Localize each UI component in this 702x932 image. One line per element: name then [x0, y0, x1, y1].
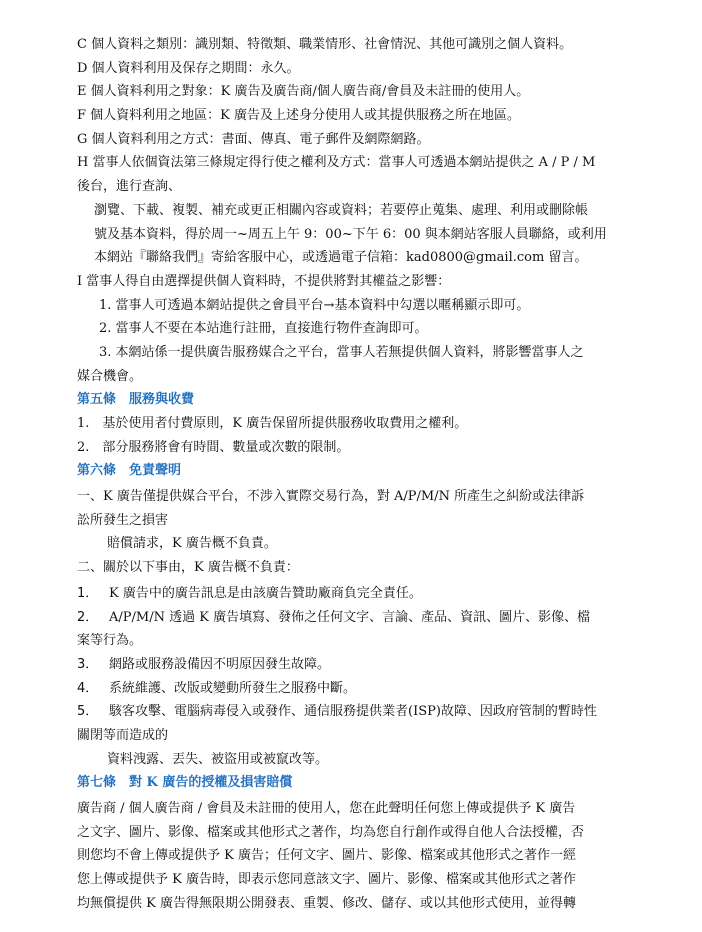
reason-number: 1．: [77, 585, 99, 601]
item-i-3-line1: 3. 本網站係一提供廣告服務媒合之平台，當事人若無提供個人資料，將影響當事人之: [99, 344, 584, 360]
item-e: E 個人資料利用之對象：K 廣告及廣告商/個人廣告商/會員及未註冊的使用人。: [77, 84, 530, 100]
document-page: [77, 33, 647, 915]
section5-item-1: 1. 基於使用者付費原則，K 廣告保留所提供服務收取費用之權利。: [77, 416, 468, 431]
section7-line-3: 則您均不會上傳或提供予 K 廣告；任何文字、圖片、影像、檔案或其他形式之著作一經: [77, 848, 576, 864]
section6-reason-2: [77, 606, 647, 630]
reason-number: 5．: [77, 704, 99, 720]
section6-heading: 第六條 免責聲明: [77, 463, 182, 479]
item-g: G 個人資料利用之方式：書面、傳真、電子郵件及網際網路。: [77, 131, 430, 147]
section6-p1-line2: 訟所發生之損害: [77, 512, 169, 528]
section7-heading: 第七條 對 K 廣告的授權及損害賠償: [77, 775, 293, 791]
item-i-3-line2: 媒合機會。: [77, 368, 143, 384]
section7-line-1: 廣告商 / 個人廣告商 / 會員及未註冊的使用人，您在此聲明任何您上傳或提供予 K 廣告: [77, 801, 576, 816]
section6-p1-line1: 一、K 廣告僅提供媒合平台，不涉入實際交易行為，對 A/P/M/N 所產生之糾紛或法律訴: [77, 489, 585, 505]
reason-text: K 廣告中的廣告訊息是由該廣告贊助廠商負完全責任。: [109, 585, 422, 601]
reason-text: 網路或服務設備因不明原因發生故障。: [109, 656, 331, 672]
section7-line-4: 您上傳或提供予 K 廣告時，即表示您同意該文字、圖片、影像、檔案或其他形式之著作: [77, 872, 576, 888]
item-h-line3: 瀏覽、下載、複製、補充或更正相關內容或資料；若要停止蒐集、處理、利用或刪除帳: [94, 202, 589, 218]
item-h-line5: 本網站『聯絡我們』寄給客服中心，或透過電子信箱：kad0800@gmail.com 留言。: [94, 250, 588, 266]
item-h-line2: 後台，進行查詢、: [77, 179, 182, 195]
section6-p2: 二、關於以下事由，K 廣告概不負責：: [77, 560, 299, 576]
section6-reason-2-cont: 案等行為。: [77, 633, 143, 649]
reason-number: 4．: [77, 680, 99, 696]
reason-text: A/P/M/N 透過 K 廣告填寫、發佈之任何文字、言論、產品、資訊、圖片、影像、檔: [109, 609, 591, 625]
section6-reason-4: [77, 677, 647, 701]
item-i-1: 1. 當事人可透過本網站提供之會員平台→基本資料中勾選以暱稱顯示即可。: [99, 297, 530, 313]
reason-text: 駭客攻擊、電腦病毒侵入或發作、通信服務提供業者(ISP)故障、因政府管制的暫時性: [109, 704, 597, 720]
item-c: C 個人資料之類別：識別類、特徵類、職業情形、社會情況、其他可識別之個人資料。: [77, 37, 573, 52]
section6-reason-5-cont: 關閉等而造成的: [77, 727, 169, 743]
item-h-line1: H 當事人依個資法第三條規定得行使之權利及方式：當事人可透過本網站提供之 A / P / M: [77, 155, 596, 171]
section6-reason-5-cont2: 資料洩露、丟失、被盜用或被竄改等。: [107, 751, 329, 767]
section6-reason-5: [77, 700, 647, 724]
section5-heading: 第五條 服務與收費: [77, 392, 195, 408]
reason-text: 系統維護、改版或變動所發生之服務中斷。: [109, 680, 357, 696]
section7-line-5: 均無償提供 K 廣告得無限期公開發表、重製、修改、儲存、或以其他形式使用，並得轉: [77, 895, 576, 911]
section7-line-2: 之文字、圖片、影像、檔案或其他形式之著作，均為您自行創作或得自他人合法授權，否: [77, 824, 585, 840]
reason-number: 3．: [77, 656, 99, 672]
item-h-line4: 號及基本資料，得於周一~周五上午 9：00~下午 6：00 與本網站客服人員聯絡，或利用: [94, 226, 607, 242]
section6-reason-1: [77, 582, 647, 606]
item-i-2: 2. 當事人不要在本站進行註冊，直接進行物件查詢即可。: [99, 321, 428, 337]
section6-reason-3: [77, 653, 647, 677]
reason-number: 2．: [77, 609, 99, 625]
item-d: D 個人資料利用及保存之期間：永久。: [77, 60, 300, 76]
section5-item-2: 2. 部分服務將會有時間、數量或次數的限制。: [77, 439, 350, 455]
item-f: F 個人資料利用之地區：K 廣告及上述身分使用人或其提供服務之所在地區。: [77, 108, 520, 124]
section6-p1-line3: 賠償請求，K 廣告概不負責。: [107, 536, 277, 552]
item-i: I 當事人得自由選擇提供個人資料時，不提供將對其權益之影響：: [77, 273, 451, 289]
